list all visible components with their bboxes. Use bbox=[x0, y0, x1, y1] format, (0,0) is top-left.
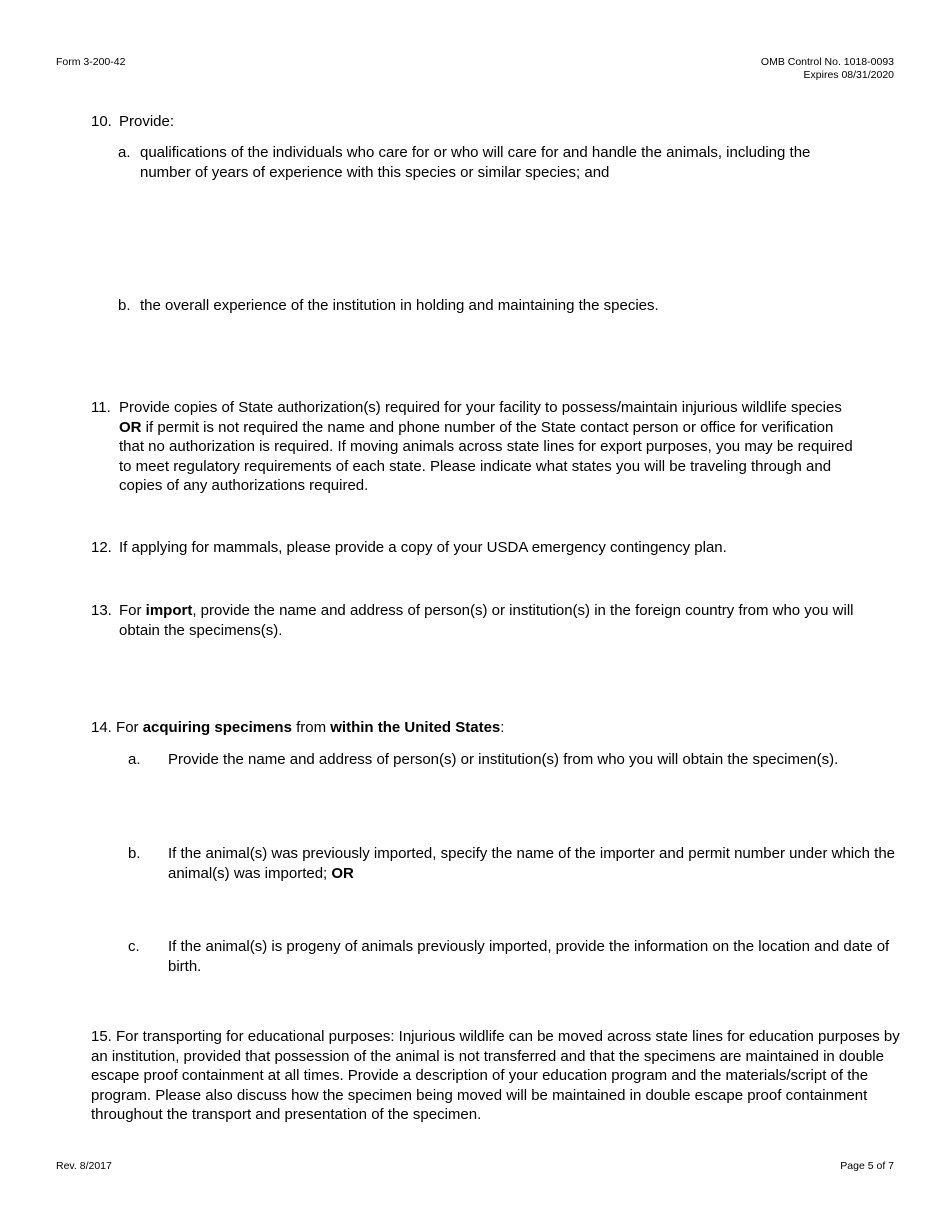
question-14b bbox=[128, 844, 898, 883]
item-text: If the animal(s) is progeny of animals previously imported, provide the information on the location and date of birth. bbox=[168, 938, 890, 975]
item-text: Provide the name and address of person(s) or institution(s) from who you will obtain the specimen(s). bbox=[168, 751, 839, 768]
question-15 bbox=[91, 1027, 901, 1125]
question-10a bbox=[118, 143, 848, 182]
question-13 bbox=[91, 601, 861, 640]
expiration-date: Expires 08/31/2020 bbox=[803, 69, 894, 81]
item-marker: a. bbox=[118, 144, 131, 161]
question-14c bbox=[128, 937, 898, 976]
form-number: Form 3-200-42 bbox=[56, 56, 126, 68]
question-10 bbox=[91, 112, 174, 132]
item-text: If the animal(s) was previously imported, specify the name of the importer and permit number under which the animal(s) was imported; OR bbox=[168, 845, 896, 882]
question-12 bbox=[91, 538, 861, 558]
item-text: qualifications of the individuals who care for or who will care for and handle the animals, including the number of years of experience with this species or similar species; and bbox=[140, 144, 811, 181]
page-number: Page 5 of 7 bbox=[840, 1160, 894, 1172]
omb-info bbox=[761, 56, 894, 82]
question-number: 11. bbox=[91, 399, 111, 416]
item-marker: a. bbox=[128, 751, 141, 768]
question-number: 14. bbox=[91, 719, 112, 736]
question-number: 12. bbox=[91, 539, 112, 556]
question-number: 13. bbox=[91, 602, 112, 619]
question-text: If applying for mammals, please provide a copy of your USDA emergency contingency plan. bbox=[119, 539, 727, 556]
question-text: 15. For transporting for educational purposes: Injurious wildlife can be moved across state lines for education purposes by an institution, provided that possession of the animal is not transferred and that the specimens are maintained in double escape proof containment at all times. Provide a description of your education program and the materials/script of the program. Please also discuss how the specimen being moved will be maintained in double escape proof containment throughout the transport and presentation of the specimen. bbox=[91, 1028, 900, 1123]
question-14: 14. For acquiring specimens from within the United States: bbox=[91, 719, 505, 736]
item-marker: c. bbox=[128, 938, 140, 955]
item-text: the overall experience of the institution in holding and maintaining the species. bbox=[140, 297, 659, 314]
question-text: For import, provide the name and address of person(s) or institution(s) in the foreign country from who you will obtain the specimens(s). bbox=[119, 602, 854, 639]
item-marker: b. bbox=[128, 845, 141, 862]
question-number: 10. bbox=[91, 113, 112, 130]
item-marker: b. bbox=[118, 297, 131, 314]
revision-date: Rev. 8/2017 bbox=[56, 1160, 112, 1172]
question-10b bbox=[118, 296, 848, 316]
question-11 bbox=[91, 398, 861, 496]
question-text: Provide: bbox=[119, 113, 175, 130]
question-14a bbox=[128, 750, 898, 770]
omb-control-number: OMB Control No. 1018-0093 bbox=[760, 56, 894, 68]
question-text: Provide copies of State authorization(s) required for your facility to possess/maintain injurious wildlife species OR if permit is not required the name and phone number of the State contact person or office for verification that no authorization is required. If moving animals across state lines for export purposes, you may be required to meet regulatory requirements of each state. Please indicate what states you will be traveling through and copies of any authorizations required. bbox=[119, 399, 853, 494]
